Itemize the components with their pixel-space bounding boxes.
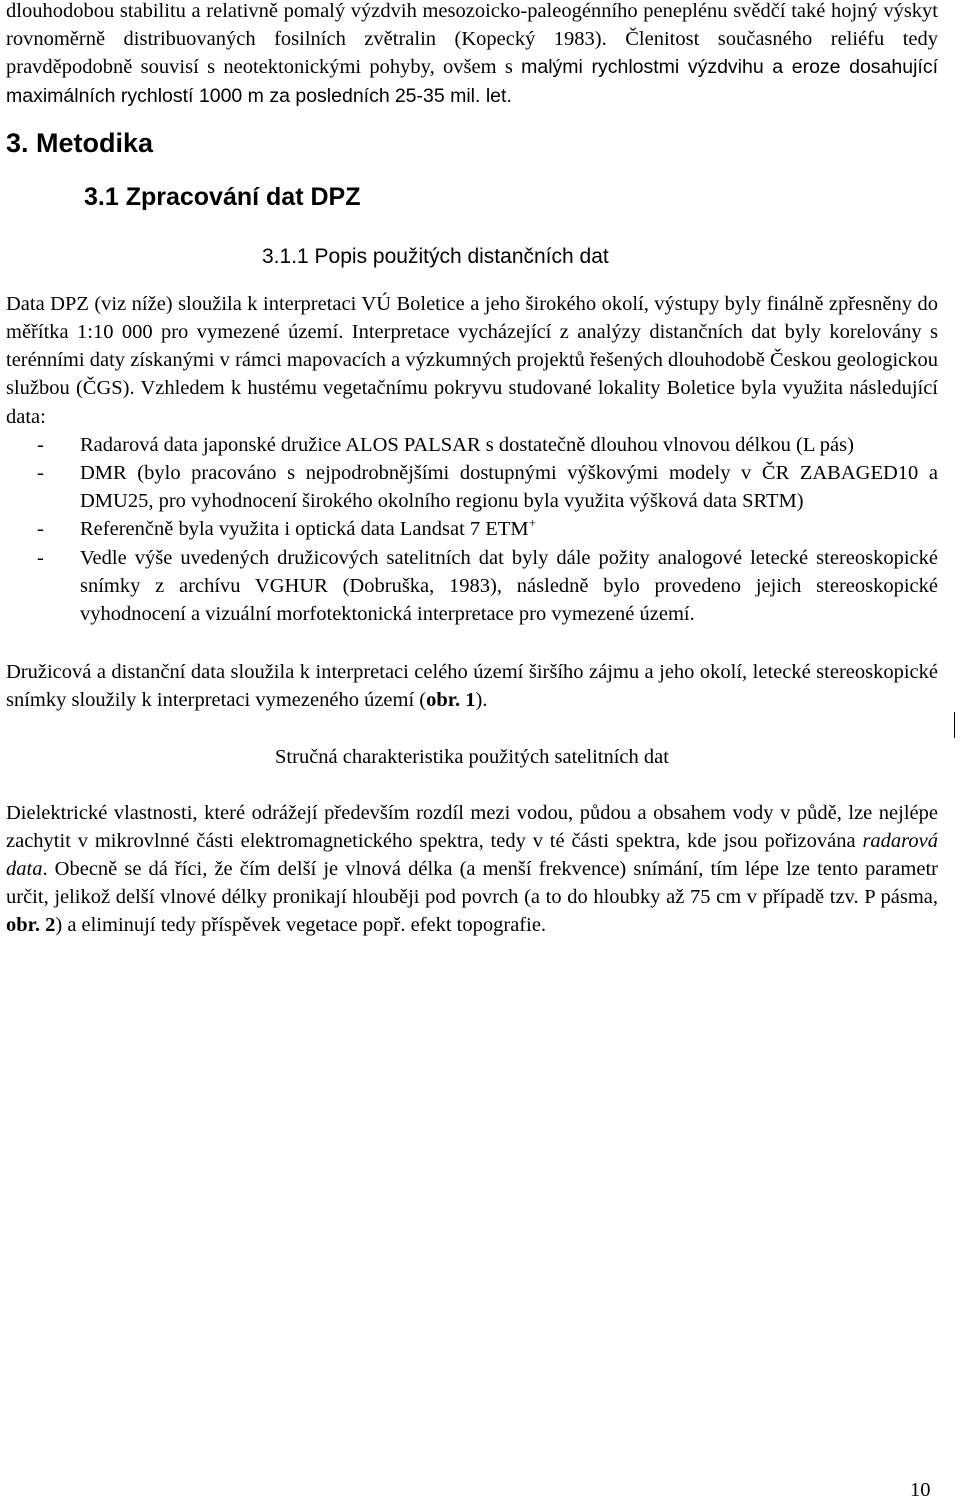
para2-text-before: Družicová a distanční data sloužila k interpretaci celého území širšího zájmu a jeho okolí, letecké stereoskopické snímky sloužily k interpretaci vymezeného území ( bbox=[6, 661, 938, 712]
para2-text-after: ). bbox=[475, 689, 488, 712]
list-item bbox=[6, 515, 938, 543]
figure-reference: obr. 2 bbox=[6, 914, 56, 937]
heading-section-3-1: 3.1 Zpracování dat DPZ bbox=[84, 182, 361, 211]
heading-section-3: 3. Metodika bbox=[6, 127, 154, 158]
para3-text-1: Dielektrické vlastnosti, které odrážejí především rozdíl mezi vodou, půdou a obsahem vody v půdě, lze nejlépe zachytit v mikrovlnné části elektromagnetického spektra, tedy v té části spektra, kde jsou pořizována bbox=[6, 801, 938, 852]
list-dash: - bbox=[37, 462, 44, 485]
paragraph-satellite-use bbox=[6, 658, 938, 714]
list-item-text: Vedle výše uvedených družicových satelitních dat byly dále požity analogové letecké stereoskopické snímky z archívu VGHUR (Dobruška, 1983), následně bylo provedeno jejich stereoskopické vyhodnocení a vizuální morfotektonická interpretace pro vymezené území. bbox=[80, 546, 938, 626]
para3-italic-term: radarová data bbox=[6, 829, 938, 881]
list-dash: - bbox=[37, 433, 44, 456]
paragraph-data-dpz: Data DPZ (viz níže) sloužila k interpretaci VÚ Boletice a jeho širokého okolí, výstupy byly finálně zpřesněny do měřítka 1:10 000 pro vymezené území. Interpretace vycházející z analýzy distančních dat byly korelovány s terénními daty získanými v rámci mapovacích a výzkumných projektů řešených dlouhodobě Českou geologickou službou (ČGS). Vzhledem k hustému vegetačnímu pokryvu studované lokality Boletice byla využita následující data: bbox=[6, 292, 938, 428]
data-source-list bbox=[6, 431, 938, 628]
para3-text-3: ) a eliminují tedy příspěvek vegetace popř. efekt topografie. bbox=[55, 914, 547, 937]
list-item bbox=[6, 459, 938, 515]
document-page bbox=[6, 0, 938, 940]
intro-line-4: malými rychlostmi výzdvihu a eroze dosahující maximálních rychlostí 1000 m za posledních bbox=[6, 56, 938, 107]
list-item-text: Radarová data japonské družice ALOS PALSAR s dostatečně dlouhou vlnovou délkou (L pás) bbox=[80, 433, 854, 456]
list-dash: - bbox=[37, 546, 44, 569]
intro-line-3: Členitost současného reliéfu tedy pravděpodobně souvisí s neotektonickými pohyby, ovšem s bbox=[6, 28, 939, 79]
para3-text-2: . Obecně se dá říci, že čím delší je vlnová délka (a menší frekvence) snímání, tím lépe lze tento parametr určit, jelikož delší vlnové délky pronikají hlouběji pod povrch (a to do hloubky až 75 cm v případě tzv. P pásma, bbox=[6, 858, 938, 909]
list-item-text: Referenčně byla využita i optická data Landsat 7 ETM bbox=[80, 518, 529, 541]
revision-change-bar bbox=[954, 712, 955, 738]
page-number: 10 bbox=[910, 1479, 931, 1501]
list-item bbox=[6, 431, 938, 459]
intro-line-2: svědčí také hojný výskyt rovnoměrně distribuovaných fosilních zvětralin (Kopecký 1983). bbox=[6, 0, 939, 51]
heading-section-3-1-1: 3.1.1 Popis použitých distančních dat bbox=[262, 244, 609, 268]
section-title-satellite: Stručná charakteristika použitých satelitních dat bbox=[275, 745, 669, 768]
superscript-plus: + bbox=[528, 515, 536, 531]
figure-reference: obr. 1 bbox=[426, 689, 476, 712]
intro-paragraph bbox=[6, 0, 938, 110]
list-dash: - bbox=[37, 518, 44, 541]
intro-line-1: dlouhodobou stabilitu a relativně pomalý výzdvih mesozoicko-paleogénního peneplénu bbox=[6, 0, 728, 22]
intro-line-5: 25-35 mil. let. bbox=[394, 84, 512, 107]
list-item bbox=[6, 544, 938, 629]
list-item-text: DMR (bylo pracováno s nejpodrobnějšími dostupnými výškovými modely v ČR ZABAGED10 a DMU25, pro vyhodnocení širokého okolního regionu byla využita výšková data SRTM) bbox=[80, 462, 938, 513]
paragraph-dielectric bbox=[6, 799, 938, 940]
